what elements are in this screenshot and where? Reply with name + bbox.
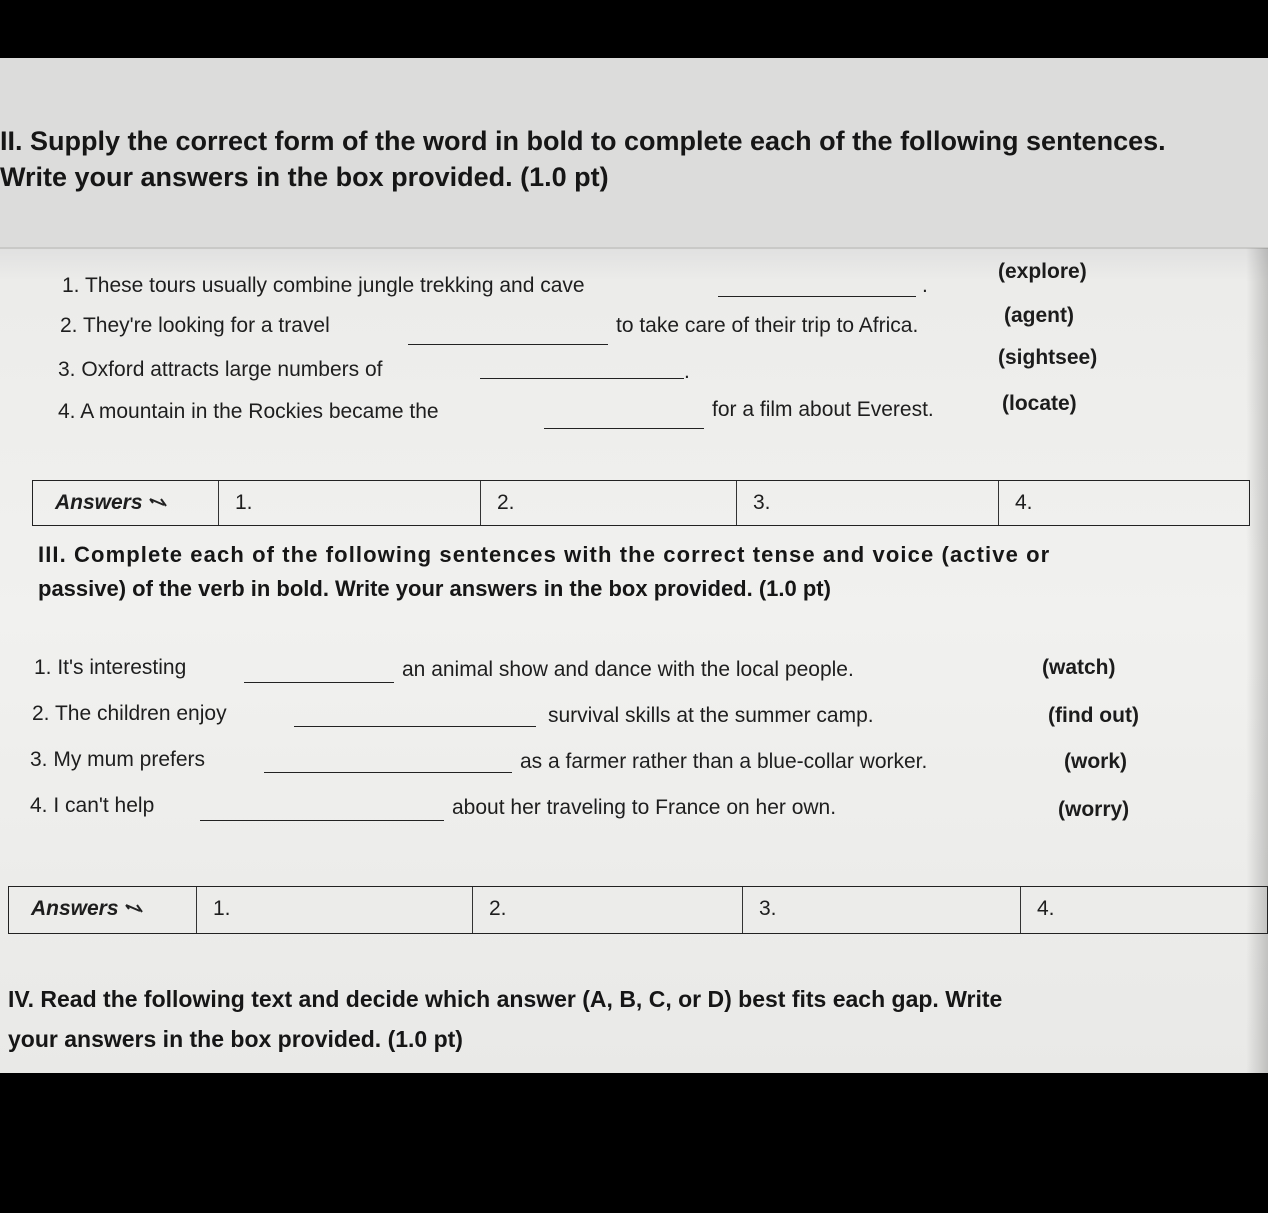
section-3-item-3-after: as a farmer rather than a blue-collar worker. [520,750,928,773]
section-2-heading-line-2: Write your answers in the box provided. (1.0 pt) [0,162,609,192]
section-2-answer-4[interactable]: 4. [1015,491,1033,514]
page-shadow [1246,248,1268,1073]
section-3-item-1-after: an animal show and dance with the local people. [402,658,854,681]
section-3-item-2-hint: (find out) [1048,704,1139,727]
section-3-item-2-text: 2. The children enjoy [32,702,227,725]
section-3-item-3-blank[interactable] [264,772,512,773]
section-3-item-4-after: about her traveling to France on her own. [452,796,837,819]
section-2-item-4-text: 4. A mountain in the Rockies became the [58,400,439,423]
section-3-item-1-blank[interactable] [244,682,394,683]
section-3-answers-label-cell [9,887,197,933]
section-3-item-4-text: 4. I can't help [30,794,155,817]
section-2-answers-label: Answers [55,491,143,514]
section-2-item-3-after: . [684,360,690,383]
section-2-item-1-after: . [922,274,928,297]
pencil-icon [125,903,143,913]
section-2-item-3-text: 3. Oxford attracts large numbers of [58,358,383,381]
section-2-answer-box [32,480,1250,526]
section-3-heading-line-1: III. Complete each of the following sentences with the correct tense and voice (active or [38,542,1051,567]
section-3-item-2-after: survival skills at the summer camp. [548,704,874,727]
section-2-item-3-hint: (sightsee) [998,346,1098,369]
section-3-answer-2[interactable]: 2. [473,887,743,933]
pencil-icon [149,497,167,507]
section-3-answer-3[interactable]: 3. [743,887,1021,933]
section-2-item-2-hint: (agent) [1004,304,1074,327]
section-2-answer-2[interactable]: 2. [481,481,737,525]
section-2-answer-3[interactable]: 3. [737,481,999,525]
section-3-heading-line-2: passive) of the verb in bold. Write your answers in the box provided. (1.0 pt) [38,576,831,601]
section-2-item-1-blank[interactable] [718,296,916,297]
section-3-item-4-hint: (worry) [1058,798,1130,821]
section-3-item-2-blank[interactable] [294,726,536,727]
section-3-answer-1[interactable]: 1. [197,887,473,933]
section-3-item-1-text: 1. It's interesting [34,656,187,679]
section-2-item-4-blank[interactable] [544,428,704,429]
section-2-heading-line-1: II. Supply the correct form of the word in bold to complete each of the following sentences. [0,126,1166,156]
section-3-answers-label: Answers [31,897,119,920]
section-3-item-3-hint: (work) [1064,750,1127,773]
section-2-item-4-hint: (locate) [1002,392,1077,415]
section-2-item-1-text: 1. These tours usually combine jungle trekking and cave [62,274,585,297]
section-2-item-2-after: to take care of their trip to Africa. [616,314,919,337]
fold-line [0,247,1268,249]
section-4-heading-line-1: IV. Read the following text and decide which answer (A, B, C, or D) best fits each gap. Write [8,986,1003,1012]
worksheet-page [0,58,1268,1073]
section-2-item-4-after: for a film about Everest. [712,398,934,421]
section-3-answer-box [8,886,1268,934]
section-3-item-3-text: 3. My mum prefers [30,748,206,771]
section-3-answer-4[interactable]: 4. [1037,897,1055,920]
section-4-heading-line-2: your answers in the box provided. (1.0 pt) [8,1026,463,1052]
section-2-item-3-blank[interactable] [480,378,684,379]
section-2-answer-1[interactable]: 1. [219,481,481,525]
section-2-item-1-hint: (explore) [998,260,1087,283]
section-2-item-2-blank[interactable] [408,344,608,345]
section-3-item-4-blank[interactable] [200,820,444,821]
section-2-item-2-text: 2. They're looking for a travel [60,314,330,337]
section-3-item-1-hint: (watch) [1042,656,1116,679]
section-2-answers-label-cell [33,481,219,525]
